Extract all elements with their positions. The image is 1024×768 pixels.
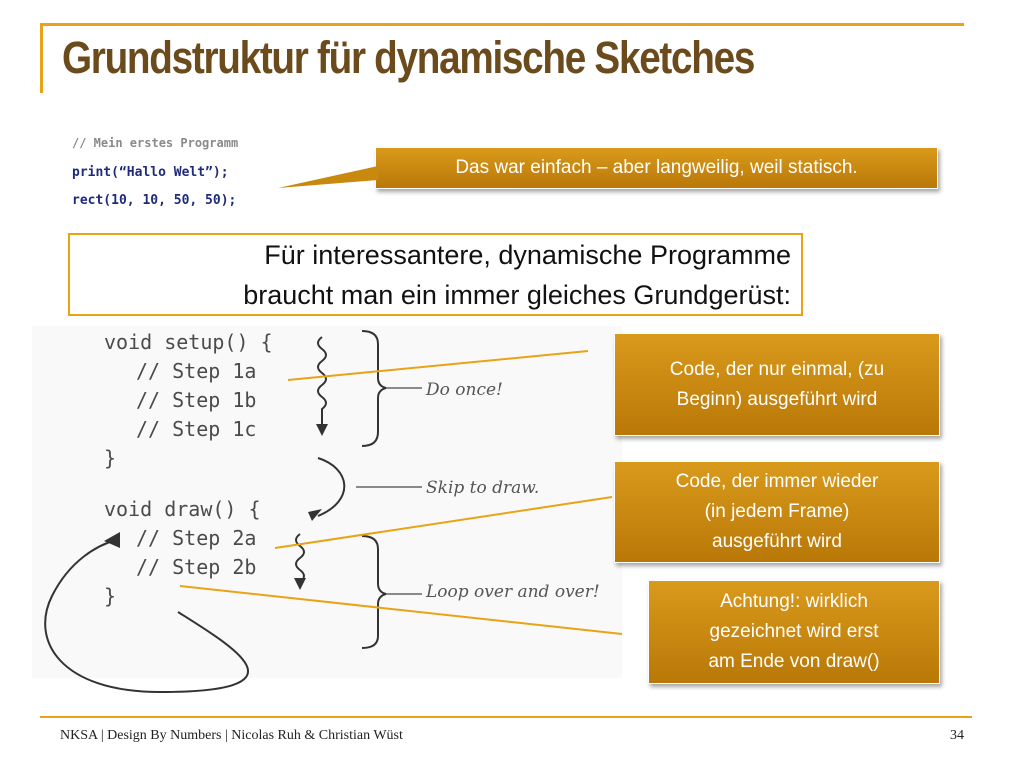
code-setup-open: void setup() { <box>104 330 273 354</box>
main-statement-line2: braucht man ein immer gleiches Grundgerüst: <box>243 279 791 310</box>
annotation-skip-to-draw: Skip to draw. <box>426 478 540 498</box>
callout-warning-line2: gezeichnet wird erst <box>709 621 879 642</box>
callout-warning <box>648 580 940 684</box>
arrowhead-draw-icon <box>294 578 306 590</box>
squiggle-setup-icon <box>318 337 326 426</box>
main-statement-line1: Für interessantere, dynamische Programme <box>264 239 791 270</box>
squiggle-draw-icon <box>296 534 304 582</box>
footer-divider <box>40 716 972 718</box>
callout-draw-line3: ausgeführt wird <box>712 531 842 552</box>
connector-warning <box>180 586 622 634</box>
annotation-do-once: Do once! <box>426 380 503 400</box>
code-draw-open: void draw() { <box>104 497 261 521</box>
arrowhead-setup-icon <box>316 424 328 436</box>
callout-warning-line3: am Ende von draw() <box>708 651 880 672</box>
callout-setup <box>614 333 940 436</box>
arrowhead-loop-icon <box>104 532 120 548</box>
callout-draw <box>614 461 940 563</box>
code-setup-close: } <box>104 446 117 470</box>
code-print-line: print(“Hallo Welt”); <box>72 165 229 180</box>
code-step-1a: // Step 1a <box>136 359 257 383</box>
callout-draw-line2: (in jedem Frame) <box>704 501 850 522</box>
code-step-2b: // Step 2b <box>136 555 257 579</box>
code-step-1c: // Step 1c <box>136 417 257 441</box>
code-step-2a: // Step 2a <box>136 526 257 550</box>
callout-warning-line1: Achtung!: wirklich <box>720 591 868 612</box>
callout-setup-line2: Beginn) ausgeführt wird <box>676 388 878 410</box>
bracket-draw-icon <box>362 536 386 648</box>
callout-setup-line1: Code, der nur einmal, (zu <box>669 358 885 380</box>
connector-setup <box>288 351 588 380</box>
callout-draw-line1: Code, der immer wieder <box>675 471 879 492</box>
bracket-setup-icon <box>362 331 386 446</box>
callout-static: Das war einfach – aber langweilig, weil statisch. <box>375 147 938 189</box>
code-draw-close: } <box>104 584 117 608</box>
connector-draw <box>275 497 612 548</box>
curve-skip-icon <box>318 458 344 516</box>
page-number: 34 <box>950 728 964 743</box>
callout-pointer <box>278 166 378 188</box>
code-comment: // Mein erstes Programm <box>72 136 239 150</box>
annotation-loop: Loop over and over! <box>426 582 600 602</box>
code-step-1b: // Step 1b <box>136 388 257 412</box>
code-rect-line: rect(10, 10, 50, 50); <box>72 193 237 208</box>
slide-title: Grundstruktur für dynamische Sketches <box>62 32 755 83</box>
footer-text: NKSA | Design By Numbers | Nicolas Ruh & Christian Wüst <box>60 728 403 743</box>
loop-arrow-icon <box>45 540 248 692</box>
